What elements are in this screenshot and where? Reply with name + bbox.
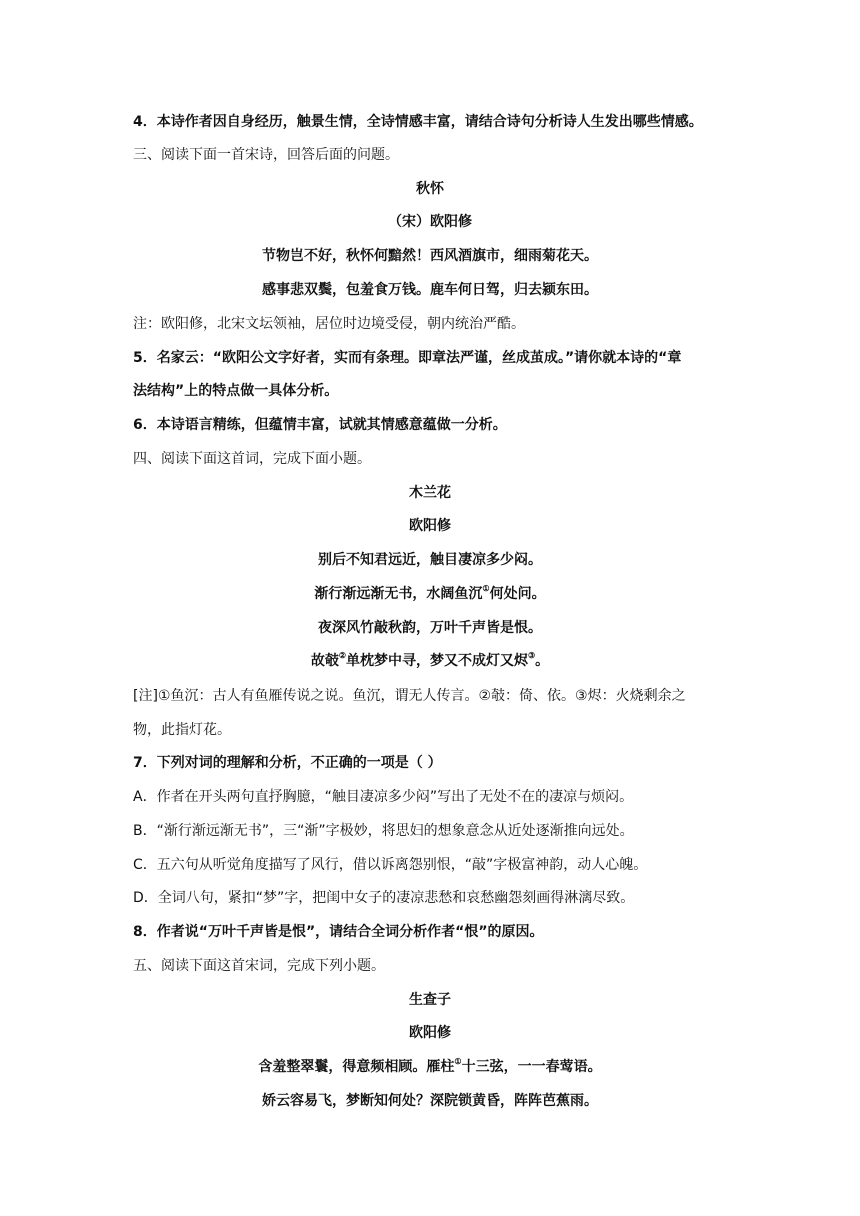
poem-3-title: 生查子 <box>409 992 451 1008</box>
poem-2-line-2-part-b: 何处问。 <box>489 586 546 602</box>
poem-3-line-1 <box>130 1057 730 1077</box>
poem-2-line-3: 夜深风竹敲秋韵，万叶千声皆是恨。 <box>318 620 542 636</box>
poem-1-author: （宋）欧阳修 <box>388 214 472 230</box>
poem-2-line-4-part-c: 。 <box>535 653 550 669</box>
poem-3-line-2: 娇云容易飞，梦断知何处？深院锁黄昏，阵阵芭蕉雨。 <box>262 1093 598 1109</box>
poem-1-title: 秋怀 <box>416 181 444 197</box>
question-4 <box>133 112 733 132</box>
question-7-option-b: B．“渐行渐远渐无书”，三“渐”字极妙，将思妇的想象意念从近处逐渐推向远处。 <box>133 823 634 839</box>
poem-2-line-4-part-a: 故攲 <box>310 653 339 669</box>
poem-1-line-2: 感事悲双鬓，包羞食万钱。鹿车何日驾，归去颍东田。 <box>262 282 598 298</box>
poem-2-title: 木兰花 <box>409 485 451 501</box>
footnote-marker-1: ① <box>482 583 490 594</box>
poem-2-author: 欧阳修 <box>409 518 451 534</box>
poem-1-note: 注：欧阳修，北宋文坛领袖，居位时边境受侵，朝内统治严酷。 <box>133 316 525 332</box>
question-8: 8．作者说“万叶千声皆是恨”，请结合全词分析作者“恨”的原因。 <box>133 924 544 940</box>
poem-3-line-1-part-b: 十三弦，一一春莺语。 <box>461 1059 602 1075</box>
poem-2-note-line-1: [注]①鱼沉：古人有鱼雁传说之说。鱼沉，谓无人传言。②攲：倚、依。③烬：火烧剩余之 <box>133 688 686 704</box>
question-6: 6．本诗语言精练，但蕴情丰富，试就其情感意蕴做一分析。 <box>133 417 507 433</box>
section-4-heading: 四、阅读下面这首词，完成下面小题。 <box>133 451 371 467</box>
poem-2-line-4-part-b: 单枕梦中寻，梦又不成灯又烬 <box>346 653 528 669</box>
question-5-line-2: 法结构”上的特点做一具体分析。 <box>133 383 339 399</box>
poem-2-line-1: 别后不知君远近，触目凄凉多少闷。 <box>318 552 542 568</box>
question-4-text: 4．本诗作者因自身经历，触景生情，全诗情感丰富，请结合诗句分析诗人生发出哪些情感。 <box>133 114 703 130</box>
poem-3-author: 欧阳修 <box>409 1025 451 1041</box>
question-7-option-a: A．作者在开头两句直抒胸臆，“触目凄凉多少闷”写出了无处不在的凄凉与烦闷。 <box>133 789 634 805</box>
footnote-marker-3: ③ <box>528 650 536 661</box>
section-5-heading: 五、阅读下面这首宋词，完成下列小题。 <box>133 958 385 974</box>
section-3-heading: 三、阅读下面一首宋诗，回答后面的问题。 <box>133 147 399 163</box>
footnote-marker-4: ① <box>454 1056 462 1067</box>
question-7-option-c: C．五六句从听觉角度描写了风行，借以诉离怨别恨，“敲”字极富神韵，动人心魄。 <box>133 857 648 873</box>
poem-2-line-4 <box>130 651 730 671</box>
poem-3-line-1-part-a: 含羞整翠鬟，得意频相顾。雁柱 <box>258 1059 455 1075</box>
question-7-option-d: D．全词八句，紧扣“梦”字，把闺中女子的凄凉悲愁和哀愁幽怨刻画得淋漓尽致。 <box>133 890 635 906</box>
poem-2-line-2-part-a: 渐行渐远渐无书，水阔鱼沉 <box>314 586 483 602</box>
poem-1-line-1: 节物岂不好，秋怀何黯然！西风酒旗市，细雨菊花天。 <box>262 248 598 264</box>
poem-2-line-2 <box>130 584 730 604</box>
footnote-marker-2: ② <box>338 650 346 661</box>
question-7: 7．下列对词的理解和分析，不正确的一项是（ ） <box>133 755 442 771</box>
question-5-line-1: 5．名家云：“欧阳公文字好者，实而有条理。即章法严谨，丝成茧成。”请你就本诗的“章 <box>133 350 682 366</box>
poem-2-note-line-2: 物，此指灯花。 <box>133 722 231 738</box>
